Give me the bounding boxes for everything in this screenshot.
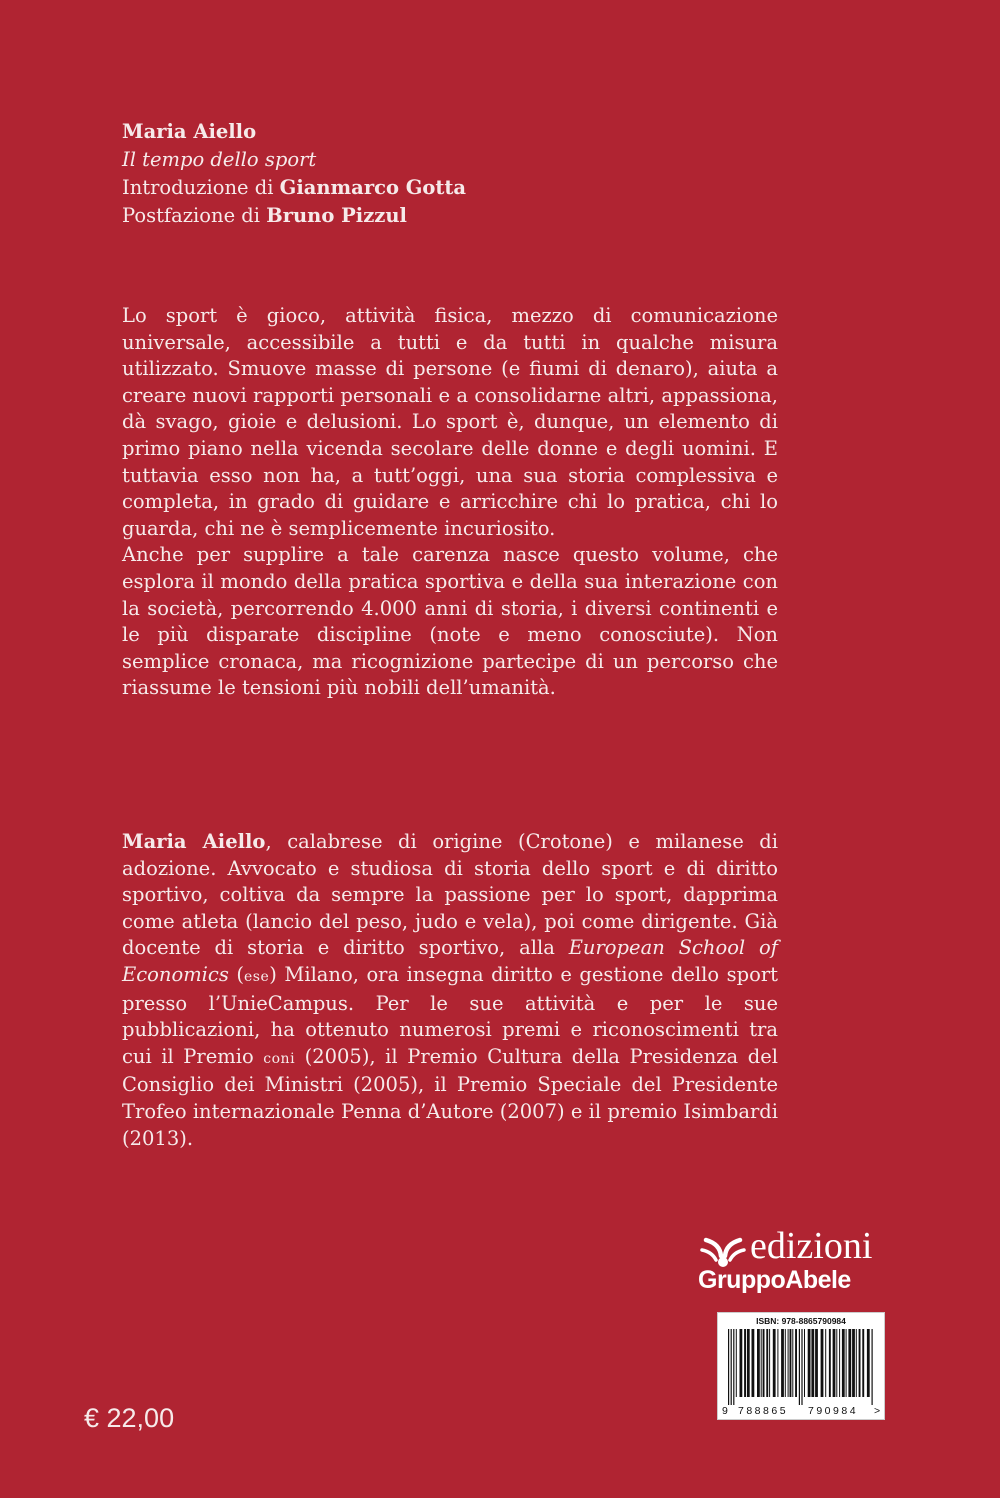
bio-text-2: ( xyxy=(228,962,244,986)
barcode-bar xyxy=(731,1329,732,1405)
barcode-bar xyxy=(769,1329,770,1397)
bio-name: Maria Aiello xyxy=(122,830,266,853)
intro-prefix: Introduzione di xyxy=(122,176,280,199)
barcode-bar xyxy=(790,1329,792,1397)
author-name: Maria Aiello xyxy=(122,120,257,143)
description-paragraph-2: Anche per supplire a tale carenza nasce questo volume, che esplora il mondo della pratica sportiva e della sua interazione con la società, percorrendo 4.000 anni di storia, i diversi continenti e le più disparate discipline (note e meno conosciute). Non semplice cronaca, ma ricognizione partecipe di un percorso che riassume le tensioni più nobili dell’umanità. xyxy=(122,543,778,700)
barcode-bar xyxy=(766,1329,768,1397)
barcode-bar xyxy=(777,1329,778,1397)
barcode-bar xyxy=(785,1329,786,1397)
barcode-bars xyxy=(726,1329,876,1405)
barcode-bar xyxy=(799,1329,800,1405)
bio-school: European School of Economics xyxy=(122,936,778,986)
barcode-bar xyxy=(811,1329,814,1397)
barcode-digits-left: 788865 xyxy=(738,1405,789,1417)
barcode-bar xyxy=(867,1329,870,1397)
barcode-bar xyxy=(795,1329,797,1397)
barcode-bar xyxy=(804,1329,805,1397)
barcode-quiet-zone-mark: > xyxy=(874,1405,881,1417)
barcode-bar xyxy=(744,1329,746,1397)
barcode-digits-right: 790984 xyxy=(808,1405,859,1417)
barcode-bar xyxy=(761,1329,762,1397)
barcode-bar xyxy=(829,1329,831,1397)
book-title: Il tempo dello sport xyxy=(122,148,317,171)
publisher-logo xyxy=(698,1225,898,1298)
barcode-bar xyxy=(792,1329,793,1397)
barcode-digit-lead: 9 xyxy=(722,1405,728,1417)
barcode-bar xyxy=(839,1329,840,1397)
barcode-bar xyxy=(833,1329,836,1397)
bio-coni: coni xyxy=(263,1050,296,1067)
barcode-bar xyxy=(856,1329,857,1397)
author-bio xyxy=(122,829,778,1152)
post-author: Bruno Pizzul xyxy=(266,204,407,227)
publisher-name-edizioni: edizioni xyxy=(750,1225,873,1267)
bio-text-1: , calabrese di origine (Crotone) e milanese di adozione. Avvocato e studiosa di storia dello sport e di diritto sportivo, coltiva da sempre la passione per lo sport, dapprima come atleta (lancio del peso, judo e vela), poi come dirigente. Già docente di storia e diritto sportivo, alla xyxy=(122,830,779,960)
intro-author: Gianmarco Gotta xyxy=(279,176,467,199)
barcode-bar xyxy=(842,1329,845,1397)
barcode-bar xyxy=(859,1329,861,1397)
barcode-bar xyxy=(781,1329,784,1397)
barcode-bar xyxy=(825,1329,826,1397)
barcode xyxy=(717,1312,885,1420)
barcode-bar xyxy=(788,1329,789,1397)
barcode-bar xyxy=(862,1329,864,1397)
barcode-bar xyxy=(852,1329,855,1397)
barcode-bar xyxy=(763,1329,765,1397)
isbn-label: ISBN: 978-8865790984 xyxy=(756,1316,846,1326)
bio-ese: ese xyxy=(243,968,270,985)
book-description xyxy=(122,303,778,702)
barcode-bar xyxy=(752,1329,755,1397)
barcode-bar xyxy=(736,1329,737,1397)
bio-text-4: (2005), il Premio Cultura della Presidenza del Consiglio dei Ministri (2005), il Premio Speciale del Presidente Trofeo internazionale Penna d’Autore (2007) e il premio Isimbardi (2013). xyxy=(122,1044,778,1150)
barcode-bar xyxy=(728,1329,729,1405)
bio-paragraph xyxy=(122,829,778,1152)
publisher-name-gruppoabele: GruppoAbele xyxy=(698,1266,851,1294)
bio-text-3: ) Milano, ora insegna diritto e gestione dello sport presso l’UnieCampus. Per le sue attività e per le sue pubblicazioni, ha ottenuto numerosi premi e riconoscimenti tra cui il Premio xyxy=(122,962,778,1068)
barcode-bar xyxy=(872,1329,873,1405)
post-prefix: Postfazione di xyxy=(122,204,267,227)
barcode-bar xyxy=(846,1329,847,1397)
barcode-bar xyxy=(757,1329,760,1397)
barcode-bar xyxy=(815,1329,818,1397)
barcode-bar xyxy=(747,1329,750,1397)
barcode-bar xyxy=(740,1329,743,1397)
barcode-bar xyxy=(836,1329,837,1397)
barcode-bar xyxy=(773,1329,776,1397)
description-paragraph-1: Lo sport è gioco, attività fisica, mezzo di comunicazione universale, accessibile a tutti e da tutti in qualche misura utilizzato. Smuove masse di persone (e fiumi di denaro), aiuta a creare nuovi rapporti personali e a consolidarne altri, appassiona, dà svago, gioie e delusioni. Lo sport è, dunque, un elemento di primo piano nella vicenda secolare delle donne e degli uomini. E tuttavia esso non ha, a tutt’oggi, una sua storia complessiva e completa, in grado di guidare e arricchire chi lo pratica, chi lo guarda, chi ne è semplicemente incuriosito. xyxy=(122,304,778,540)
barcode-bar xyxy=(801,1329,802,1405)
barcode-bar xyxy=(821,1329,824,1397)
barcode-bar xyxy=(733,1329,734,1405)
book-credits xyxy=(122,118,762,230)
barcode-bar xyxy=(808,1329,811,1397)
price: € 22,00 xyxy=(84,1403,175,1433)
barcode-bar xyxy=(848,1329,851,1397)
